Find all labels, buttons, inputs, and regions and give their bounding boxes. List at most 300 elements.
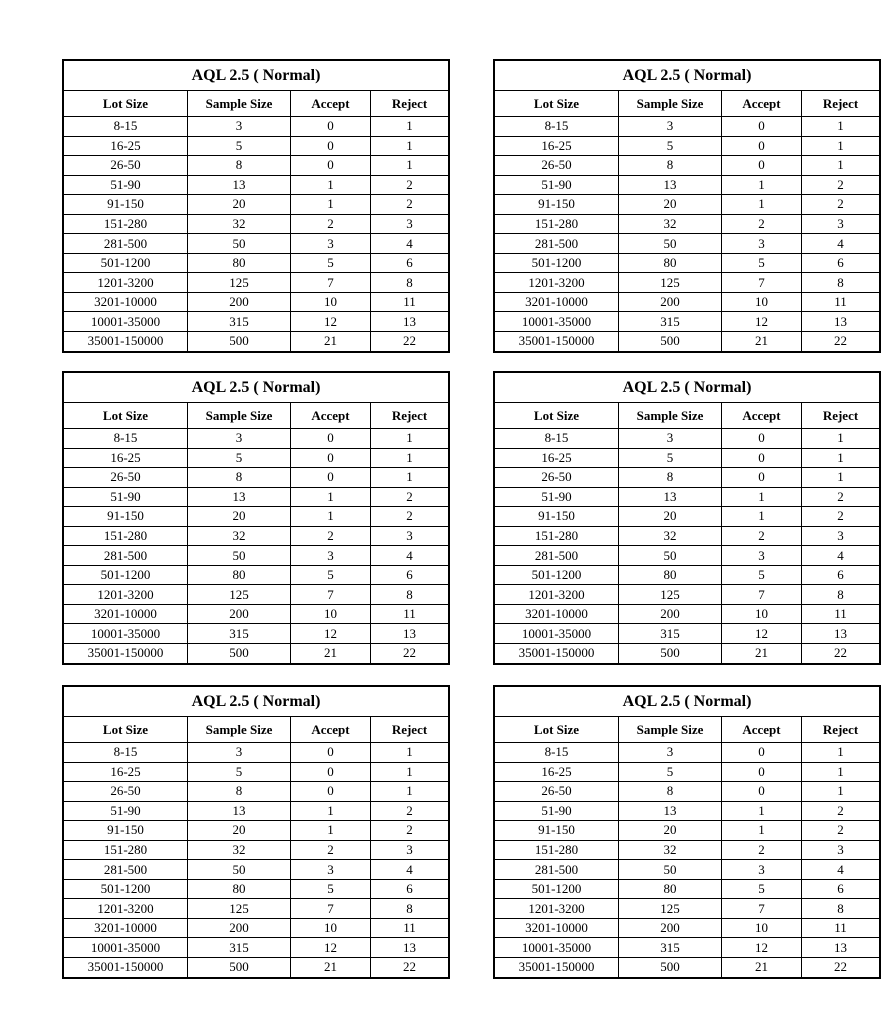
cell-sample-size: 50 (188, 546, 291, 565)
table-row (64, 195, 448, 215)
cell-reject: 3 (837, 528, 844, 543)
cell-lot-size: 35001-150000 (495, 958, 619, 977)
cell-lot-size: 16-25 (64, 449, 188, 468)
cell-lot-size: 35001-150000 (64, 958, 188, 977)
table-header-row (495, 717, 879, 743)
column-header-lot-size: Lot Size (64, 717, 188, 742)
table-row (495, 899, 879, 919)
cell-reject: 4 (406, 235, 413, 251)
table-row (64, 899, 448, 919)
cell-accept: 5 (291, 566, 371, 585)
cell-accept: 3 (722, 546, 802, 565)
cell-accept: 10 (722, 293, 802, 312)
cell-lot-size: 10001-35000 (64, 938, 188, 957)
column-header-sample-size: Sample Size (188, 403, 291, 428)
cell-reject: 1 (837, 744, 844, 760)
table-row (64, 488, 448, 508)
cell-accept: 10 (291, 919, 371, 938)
cell-reject: 4 (406, 861, 413, 877)
cell-reject: 1 (406, 137, 413, 153)
cell-accept: 5 (722, 254, 802, 273)
cell-accept: 0 (291, 117, 371, 136)
cell-accept: 7 (291, 273, 371, 292)
table-row (495, 488, 879, 508)
table-row (64, 176, 448, 196)
cell-sample-size: 20 (619, 507, 722, 526)
cell-reject: 1 (406, 469, 413, 485)
cell-lot-size: 26-50 (495, 156, 619, 175)
cell-reject: 2 (837, 802, 844, 818)
cell-sample-size: 3 (188, 429, 291, 448)
cell-accept: 1 (291, 195, 371, 214)
table-row (64, 802, 448, 822)
aql-table (493, 371, 881, 665)
cell-sample-size: 125 (188, 273, 291, 292)
cell-lot-size: 10001-35000 (495, 312, 619, 331)
table-row (495, 468, 879, 488)
cell-sample-size: 500 (619, 332, 722, 351)
cell-sample-size: 20 (619, 821, 722, 840)
cell-reject: 2 (406, 822, 413, 838)
table-row (495, 312, 879, 332)
cell-sample-size: 5 (619, 137, 722, 156)
cell-accept: 2 (291, 527, 371, 546)
column-header-accept: Accept (291, 717, 371, 742)
cell-lot-size: 16-25 (495, 137, 619, 156)
table-row (64, 782, 448, 802)
cell-reject: 6 (837, 881, 844, 897)
cell-sample-size: 13 (188, 176, 291, 195)
column-header-reject: Reject (391, 721, 428, 737)
cell-accept: 21 (722, 332, 802, 351)
cell-reject: 11 (834, 294, 847, 310)
cell-accept: 12 (722, 624, 802, 643)
cell-accept: 0 (291, 429, 371, 448)
column-header-lot-size: Lot Size (495, 717, 619, 742)
table-row (495, 802, 879, 822)
cell-sample-size: 13 (619, 802, 722, 821)
table-row (495, 254, 879, 274)
table-header-row (64, 403, 448, 429)
cell-lot-size: 91-150 (64, 821, 188, 840)
table-row (495, 644, 879, 663)
table-row (495, 215, 879, 235)
cell-accept: 3 (722, 234, 802, 253)
cell-reject: 1 (837, 137, 844, 153)
cell-lot-size: 151-280 (495, 527, 619, 546)
cell-sample-size: 8 (188, 782, 291, 801)
cell-lot-size: 3201-10000 (495, 293, 619, 312)
cell-reject: 11 (403, 606, 416, 622)
cell-accept: 0 (291, 468, 371, 487)
cell-lot-size: 281-500 (495, 860, 619, 879)
cell-sample-size: 50 (188, 860, 291, 879)
table-header-row (64, 717, 448, 743)
cell-reject: 6 (406, 881, 413, 897)
cell-lot-size: 8-15 (64, 743, 188, 762)
aql-table (62, 371, 450, 665)
cell-reject: 13 (834, 625, 847, 641)
cell-accept: 21 (722, 644, 802, 663)
column-header-accept: Accept (291, 91, 371, 116)
cell-accept: 7 (722, 899, 802, 918)
table-row (64, 429, 448, 449)
cell-lot-size: 51-90 (495, 488, 619, 507)
cell-reject: 1 (406, 744, 413, 760)
cell-lot-size: 1201-3200 (495, 899, 619, 918)
cell-reject: 1 (406, 118, 413, 134)
cell-sample-size: 3 (188, 743, 291, 762)
table-row (64, 880, 448, 900)
cell-accept: 1 (291, 507, 371, 526)
cell-sample-size: 32 (188, 215, 291, 234)
cell-lot-size: 91-150 (495, 507, 619, 526)
cell-accept: 3 (291, 860, 371, 879)
cell-accept: 1 (722, 488, 802, 507)
cell-lot-size: 26-50 (495, 468, 619, 487)
cell-reject: 3 (837, 842, 844, 857)
aql-table (493, 59, 881, 353)
table-row (64, 254, 448, 274)
cell-accept: 21 (291, 958, 371, 977)
cell-reject: 2 (837, 176, 844, 192)
table-row (495, 234, 879, 254)
cell-sample-size: 13 (188, 802, 291, 821)
cell-sample-size: 5 (619, 449, 722, 468)
cell-lot-size: 151-280 (495, 215, 619, 234)
cell-reject: 1 (406, 449, 413, 465)
cell-lot-size: 16-25 (64, 763, 188, 782)
cell-lot-size: 26-50 (495, 782, 619, 801)
cell-lot-size: 26-50 (64, 468, 188, 487)
table-row (495, 782, 879, 802)
cell-lot-size: 1201-3200 (495, 585, 619, 604)
table-row (64, 215, 448, 235)
cell-reject: 3 (406, 216, 413, 231)
cell-sample-size: 8 (619, 782, 722, 801)
cell-accept: 0 (722, 743, 802, 762)
cell-accept: 1 (291, 821, 371, 840)
table-row (64, 624, 448, 644)
cell-sample-size: 13 (619, 488, 722, 507)
cell-reject: 1 (837, 430, 844, 446)
cell-lot-size: 501-1200 (495, 880, 619, 899)
cell-lot-size: 151-280 (495, 841, 619, 860)
cell-accept: 0 (722, 117, 802, 136)
cell-lot-size: 10001-35000 (495, 938, 619, 957)
cell-accept: 0 (722, 429, 802, 448)
cell-sample-size: 20 (619, 195, 722, 214)
cell-reject: 3 (406, 528, 413, 543)
cell-sample-size: 32 (188, 527, 291, 546)
cell-reject: 4 (837, 235, 844, 251)
cell-sample-size: 5 (619, 763, 722, 782)
table-row (495, 585, 879, 605)
cell-reject: 8 (837, 274, 844, 290)
cell-accept: 2 (291, 841, 371, 860)
table-title: AQL 2.5 ( Normal) (495, 687, 879, 717)
cell-reject: 22 (403, 333, 416, 349)
cell-accept: 1 (722, 821, 802, 840)
cell-reject: 2 (837, 822, 844, 838)
cell-lot-size: 3201-10000 (64, 919, 188, 938)
cell-lot-size: 501-1200 (495, 254, 619, 273)
table-row (495, 841, 879, 861)
table-title: AQL 2.5 ( Normal) (495, 61, 879, 91)
cell-accept: 7 (291, 899, 371, 918)
table-row (495, 332, 879, 351)
cell-sample-size: 5 (188, 763, 291, 782)
cell-lot-size: 35001-150000 (64, 644, 188, 663)
cell-accept: 12 (291, 624, 371, 643)
table-row (64, 449, 448, 469)
cell-lot-size: 8-15 (495, 743, 619, 762)
cell-accept: 3 (291, 234, 371, 253)
table-row (495, 195, 879, 215)
cell-sample-size: 50 (619, 860, 722, 879)
cell-sample-size: 8 (619, 468, 722, 487)
table-row (495, 743, 879, 763)
cell-lot-size: 1201-3200 (495, 273, 619, 292)
cell-accept: 0 (722, 782, 802, 801)
table-row (64, 821, 448, 841)
cell-lot-size: 501-1200 (495, 566, 619, 585)
cell-sample-size: 3 (619, 117, 722, 136)
cell-reject: 2 (406, 802, 413, 818)
table-row (64, 743, 448, 763)
cell-sample-size: 20 (188, 195, 291, 214)
column-header-sample-size: Sample Size (619, 91, 722, 116)
cell-lot-size: 51-90 (495, 802, 619, 821)
cell-accept: 1 (291, 488, 371, 507)
cell-reject: 1 (837, 157, 844, 173)
aql-table (493, 685, 881, 979)
cell-sample-size: 32 (619, 841, 722, 860)
cell-sample-size: 500 (188, 332, 291, 351)
cell-reject: 1 (837, 469, 844, 485)
cell-accept: 0 (291, 449, 371, 468)
cell-sample-size: 32 (619, 527, 722, 546)
cell-accept: 0 (722, 763, 802, 782)
cell-reject: 6 (406, 567, 413, 583)
cell-accept: 1 (722, 507, 802, 526)
cell-accept: 0 (722, 449, 802, 468)
table-row (495, 605, 879, 625)
cell-accept: 21 (291, 332, 371, 351)
cell-reject: 1 (406, 157, 413, 173)
cell-lot-size: 8-15 (64, 429, 188, 448)
table-row (64, 117, 448, 137)
cell-accept: 1 (722, 195, 802, 214)
table-header-row (495, 91, 879, 117)
cell-lot-size: 91-150 (495, 195, 619, 214)
cell-reject: 13 (403, 939, 416, 955)
cell-sample-size: 125 (188, 585, 291, 604)
table-row (64, 763, 448, 783)
cell-accept: 5 (291, 254, 371, 273)
column-header-sample-size: Sample Size (619, 717, 722, 742)
cell-reject: 6 (406, 255, 413, 271)
column-header-accept: Accept (722, 91, 802, 116)
table-title: AQL 2.5 ( Normal) (64, 373, 448, 403)
column-header-accept: Accept (722, 717, 802, 742)
cell-accept: 2 (291, 215, 371, 234)
cell-sample-size: 3 (619, 743, 722, 762)
table-row (495, 624, 879, 644)
aql-table (62, 685, 450, 979)
cell-lot-size: 281-500 (64, 860, 188, 879)
cell-accept: 0 (722, 137, 802, 156)
cell-reject: 11 (403, 920, 416, 936)
column-header-reject: Reject (822, 95, 859, 111)
cell-lot-size: 16-25 (495, 449, 619, 468)
cell-lot-size: 3201-10000 (495, 605, 619, 624)
cell-accept: 2 (722, 215, 802, 234)
cell-sample-size: 125 (619, 273, 722, 292)
cell-sample-size: 500 (619, 958, 722, 977)
aql-table (62, 59, 450, 353)
cell-accept: 12 (722, 938, 802, 957)
cell-accept: 7 (722, 273, 802, 292)
cell-reject: 3 (837, 216, 844, 231)
cell-lot-size: 51-90 (495, 176, 619, 195)
column-header-lot-size: Lot Size (495, 403, 619, 428)
column-header-sample-size: Sample Size (188, 91, 291, 116)
cell-reject: 4 (406, 547, 413, 563)
cell-lot-size: 8-15 (495, 429, 619, 448)
cell-reject: 13 (834, 313, 847, 329)
cell-reject: 2 (406, 196, 413, 212)
cell-sample-size: 13 (188, 488, 291, 507)
cell-lot-size: 35001-150000 (495, 332, 619, 351)
table-row (495, 429, 879, 449)
table-row (64, 938, 448, 958)
cell-lot-size: 1201-3200 (64, 273, 188, 292)
table-row (495, 137, 879, 157)
cell-sample-size: 315 (188, 312, 291, 331)
cell-reject: 3 (406, 842, 413, 857)
table-row (64, 273, 448, 293)
table-title: AQL 2.5 ( Normal) (64, 61, 448, 91)
table-row (64, 468, 448, 488)
column-header-lot-size: Lot Size (64, 91, 188, 116)
cell-lot-size: 501-1200 (64, 880, 188, 899)
cell-lot-size: 26-50 (64, 156, 188, 175)
cell-accept: 0 (291, 763, 371, 782)
cell-accept: 10 (722, 919, 802, 938)
cell-lot-size: 91-150 (64, 507, 188, 526)
cell-accept: 12 (722, 312, 802, 331)
table-row (495, 527, 879, 547)
cell-reject: 11 (403, 294, 416, 310)
table-header-row (495, 403, 879, 429)
cell-lot-size: 151-280 (64, 527, 188, 546)
column-header-accept: Accept (722, 403, 802, 428)
cell-reject: 8 (406, 900, 413, 916)
cell-accept: 10 (291, 293, 371, 312)
cell-sample-size: 125 (619, 585, 722, 604)
cell-sample-size: 200 (188, 293, 291, 312)
table-row (64, 156, 448, 176)
cell-accept: 5 (291, 880, 371, 899)
cell-accept: 0 (722, 156, 802, 175)
cell-lot-size: 151-280 (64, 215, 188, 234)
cell-sample-size: 125 (619, 899, 722, 918)
cell-accept: 3 (291, 546, 371, 565)
cell-lot-size: 10001-35000 (64, 624, 188, 643)
cell-sample-size: 315 (188, 624, 291, 643)
table-row (64, 605, 448, 625)
cell-reject: 22 (834, 645, 847, 661)
cell-lot-size: 8-15 (495, 117, 619, 136)
cell-sample-size: 500 (619, 644, 722, 663)
cell-sample-size: 5 (188, 449, 291, 468)
column-header-accept: Accept (291, 403, 371, 428)
cell-reject: 8 (406, 274, 413, 290)
cell-reject: 6 (837, 255, 844, 271)
cell-reject: 13 (834, 939, 847, 955)
cell-reject: 13 (403, 313, 416, 329)
cell-sample-size: 315 (619, 624, 722, 643)
cell-reject: 13 (403, 625, 416, 641)
table-row (495, 880, 879, 900)
table-title: AQL 2.5 ( Normal) (64, 687, 448, 717)
cell-lot-size: 16-25 (495, 763, 619, 782)
cell-lot-size: 1201-3200 (64, 899, 188, 918)
cell-sample-size: 500 (188, 958, 291, 977)
table-row (495, 919, 879, 939)
table-row (495, 449, 879, 469)
cell-lot-size: 281-500 (495, 546, 619, 565)
cell-accept: 0 (291, 137, 371, 156)
cell-accept: 1 (291, 802, 371, 821)
cell-sample-size: 5 (188, 137, 291, 156)
cell-sample-size: 80 (188, 254, 291, 273)
cell-sample-size: 125 (188, 899, 291, 918)
table-row (495, 958, 879, 977)
table-row (495, 507, 879, 527)
column-header-lot-size: Lot Size (64, 403, 188, 428)
table-row (64, 860, 448, 880)
cell-accept: 5 (722, 566, 802, 585)
cell-reject: 2 (837, 508, 844, 524)
cell-sample-size: 20 (188, 507, 291, 526)
cell-sample-size: 3 (188, 117, 291, 136)
cell-sample-size: 200 (188, 605, 291, 624)
cell-sample-size: 80 (188, 566, 291, 585)
table-row (495, 293, 879, 313)
cell-lot-size: 10001-35000 (495, 624, 619, 643)
cell-lot-size: 51-90 (64, 176, 188, 195)
cell-reject: 22 (403, 959, 416, 975)
table-row (495, 117, 879, 137)
cell-lot-size: 10001-35000 (64, 312, 188, 331)
cell-sample-size: 80 (619, 566, 722, 585)
cell-sample-size: 20 (188, 821, 291, 840)
cell-accept: 10 (291, 605, 371, 624)
cell-lot-size: 35001-150000 (495, 644, 619, 663)
cell-reject: 6 (837, 567, 844, 583)
cell-reject: 11 (834, 920, 847, 936)
cell-lot-size: 501-1200 (64, 566, 188, 585)
column-header-reject: Reject (822, 407, 859, 423)
cell-lot-size: 51-90 (64, 802, 188, 821)
cell-reject: 22 (834, 959, 847, 975)
cell-reject: 2 (406, 508, 413, 524)
cell-accept: 0 (291, 782, 371, 801)
table-title: AQL 2.5 ( Normal) (495, 373, 879, 403)
column-header-sample-size: Sample Size (188, 717, 291, 742)
